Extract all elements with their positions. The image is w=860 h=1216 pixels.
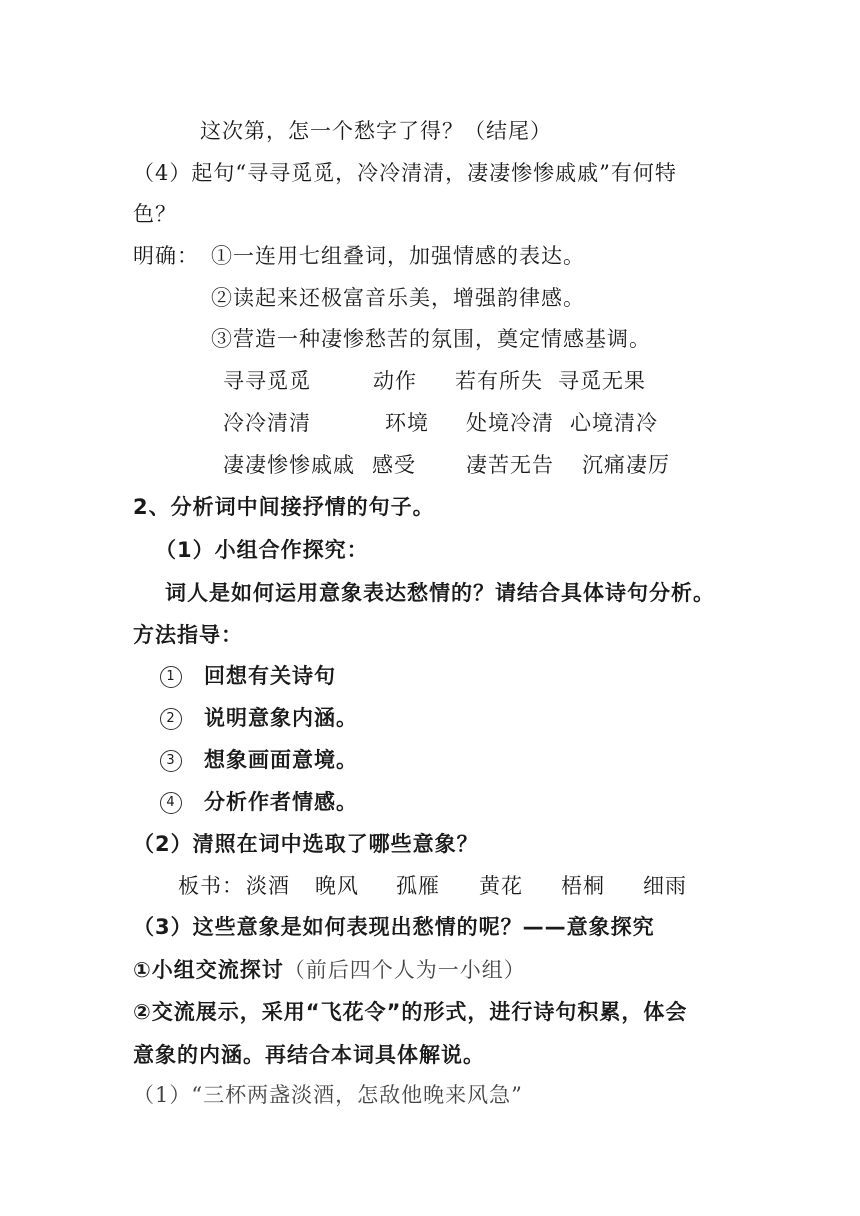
step-item: 4 分析作者情感。 bbox=[160, 788, 358, 816]
circled-number: 2 bbox=[160, 708, 182, 730]
text-line: （1）“三杯两盏淡酒，怎敌他晚来风急” bbox=[133, 1083, 523, 1107]
table-cell: 环境 bbox=[385, 411, 429, 435]
text-line: ②交流展示，采用“飞花令”的形式，进行诗句积累，体会 bbox=[133, 1000, 688, 1024]
sub-heading: （3）这些意象是如何表现出愁情的呢？——意象探究 bbox=[133, 915, 655, 939]
text-line: ③营造一种凄惨愁苦的氛围，奠定情感基调。 bbox=[211, 327, 651, 351]
table-cell: 沉痛凄厉 bbox=[582, 453, 670, 477]
step-item: 3 想象画面意境。 bbox=[160, 746, 358, 774]
step-item: 2 说明意象内涵。 bbox=[160, 704, 358, 732]
board-label: 板书： bbox=[178, 874, 244, 898]
text-line: ①一连用七组叠词，加强情感的表达。 bbox=[211, 244, 585, 268]
table-cell: 冷冷清清 bbox=[223, 411, 311, 435]
board-item: 黄花 bbox=[479, 874, 523, 898]
table-cell: 凄凄惨惨戚戚 bbox=[223, 453, 355, 477]
step-item: 1 回想有关诗句 bbox=[160, 662, 336, 690]
table-cell: 寻寻觅觅 bbox=[223, 369, 311, 393]
board-item: 孤雁 bbox=[396, 874, 440, 898]
label-mingque: 明确： bbox=[133, 244, 199, 268]
circled-number: 4 bbox=[160, 792, 182, 814]
board-item: 晚风 bbox=[315, 874, 359, 898]
table-cell: 心境清冷 bbox=[570, 411, 658, 435]
sub-heading: （2）清照在词中选取了哪些意象？ bbox=[133, 832, 479, 856]
text-line: 这次第，怎一个愁字了得？（结尾） bbox=[200, 119, 552, 143]
text-line: ①小组交流探讨（前后四个人为一小组） bbox=[133, 958, 526, 982]
board-item: 细雨 bbox=[643, 874, 687, 898]
table-cell: 若有所失 bbox=[455, 369, 543, 393]
circled-number: 3 bbox=[160, 750, 182, 772]
table-cell: 动作 bbox=[373, 369, 417, 393]
circled-number: 1 bbox=[160, 666, 182, 688]
text-line: ②读起来还极富音乐美，增强韵律感。 bbox=[211, 286, 585, 310]
sub-heading: （1）小组合作探究： bbox=[155, 538, 369, 562]
board-item: 梧桐 bbox=[561, 874, 605, 898]
text-line: 色？ bbox=[133, 202, 177, 226]
section-heading: 2、分析词中间接抒情的句子。 bbox=[133, 495, 435, 519]
table-cell: 感受 bbox=[372, 453, 416, 477]
table-cell: 寻觅无果 bbox=[558, 369, 646, 393]
text-line: 意象的内涵。再结合本词具体解说。 bbox=[133, 1043, 485, 1067]
board-item: 淡酒 bbox=[246, 874, 290, 898]
table-cell: 凄苦无告 bbox=[466, 453, 554, 477]
method-label: 方法指导： bbox=[133, 623, 243, 647]
text-line bbox=[133, 242, 199, 270]
table-cell: 处境冷清 bbox=[466, 411, 554, 435]
text-line: （4）起句“寻寻觅觅，冷冷清清，凄凄惨惨戚戚”有何特 bbox=[133, 161, 677, 185]
question: 词人是如何运用意象表达愁情的？请结合具体诗句分析。 bbox=[165, 581, 715, 605]
